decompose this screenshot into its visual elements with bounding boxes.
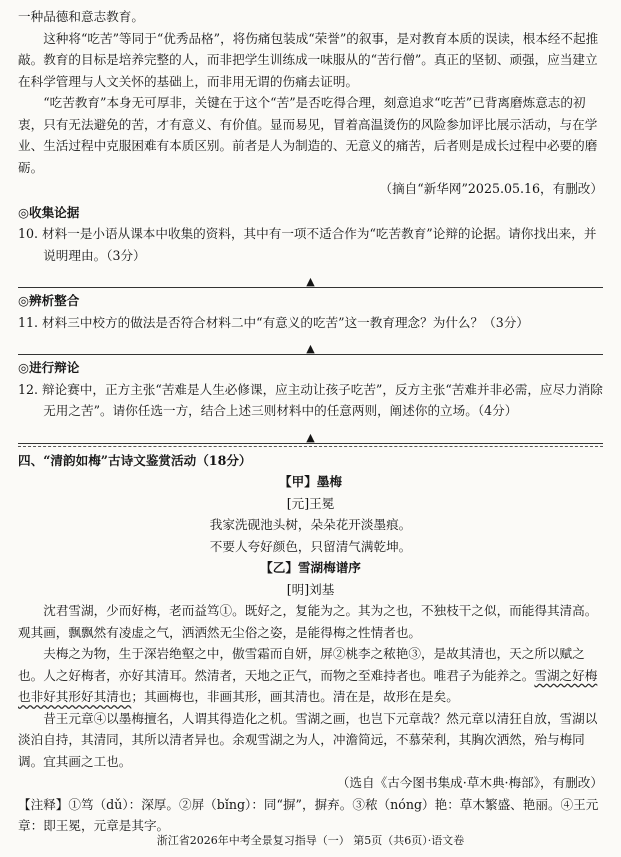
part4-heading: 四、“清韵如梅”古诗文鉴赏活动（18分） (18, 452, 252, 468)
answer-line-11[interactable] (18, 333, 603, 355)
prose-paragraph-3: 昔王元章④以墨梅擅名，人谓其得造化之机。雪湖之画，也岂下元章哉？然元章以清狂自放，雪湖以淡泊自持，其清同，其所以清者异也。余观雪湖之为人，冲澹简远，不慕荣利，其胸次洒然，殆与梅同调。宜其画之工也。 (18, 710, 598, 769)
section-debate: ◎进行辩论 (18, 360, 80, 375)
question-10: 10. 材料一是小语从课本中收集的资料，其中有一项不适合作为“吃苦教育”论辩的论据。请你找出来，并说明理由。（3分） (18, 226, 597, 263)
prose-paragraph-1: 沈君雪湖，少而好梅，老而益笃①。既好之，复能为之。其为之也，不独枝干之似，而能得其清高。观其画，飘飘然有凌虚之气，洒洒然无尘俗之姿，是能得梅之性情者也。 (18, 603, 598, 640)
answer-mark: ▲ (306, 275, 315, 288)
poem-line-1: 我家洗砚池头树，朵朵花开淡墨痕。 (209, 517, 412, 532)
section-divider (18, 446, 603, 447)
prose-paragraph-2-part-c: ；其画梅也，非画其形，画其清也。清在是，故形在是矣。 (131, 689, 459, 704)
section-analyze: ◎辨析整合 (18, 293, 80, 308)
answer-mark: ▲ (306, 430, 315, 444)
page-footer: 浙江省2026年中考全景复习指导（一） 第5页（共6页）·语文卷 (156, 833, 465, 847)
section-collect: ◎收集论据 (18, 204, 80, 220)
prose-title: 【乙】雪湖梅谱序 (260, 560, 361, 575)
wavy-underlined-sentence: 雪湖之好梅也非好其形好其清也 (18, 667, 598, 704)
prose-source: （选自《古今图书集成·草木典·梅部》，有删改） (336, 775, 603, 790)
prose-author: [明]刘基 (286, 581, 335, 597)
prose-paragraph-2 (18, 643, 603, 708)
answer-line-12[interactable] (18, 422, 603, 444)
annotations: 【注释】①笃（dǔ）：深厚。②屏（bǐng）：同“摒”，摒弃。③秾（nóng）艳：草木繁盛、艳丽。④王元章：即王冕，元章是其字。 (18, 796, 599, 833)
answer-line-10[interactable] (18, 266, 603, 288)
intro-paragraph-1: 这种将“吃苦”等同于“优秀品格”，将伤痛包装成“荣誉”的叙事，是对教育本质的误读，根本经不起推敲。教育的目标是培养完整的人，而非把学生训练成一味服从的“苦行僧”。真正的坚韧、顽强，应当建立在科学管理与人文关怀的基础上，而非用无谓的伤痛去证明。 (18, 30, 599, 89)
intro-source: （摘自“新华网”2025.05.16，有删改） (379, 181, 603, 196)
prose-paragraph-2-part-a: 夫梅之为物，生于深岩绝壑之中，傲雪霜而自妍，屏②桃李之秾艳③，是故其清也，天之所以赋之也。人之好梅者，亦好其清耳。然清者，天地之正气，而物之至难持者也。唯君子为能养之。 (18, 646, 585, 683)
intro-paragraph-2: “吃苦教育”本身无可厚非，关键在于这个“苦”是否吃得合理，刻意追求“吃苦”已背离磨炼意志的初衷，只有无法避免的苦，才有意义、有价值。显而易见，冒着高温烫伤的风险参加评比展示活动，与在学业、生活过程中克服困难有本质区别。前者是人为制造的、无意义的痛苦，后者则是成长过程中必要的磨砺。 (18, 95, 598, 175)
intro-line: 一种品德和意志教育。 (18, 9, 144, 24)
question-12: 12. 辩论赛中，正方主张“苦难是人生必修课，应主动让孩子吃苦”，反方主张“苦难并非必需，应尽力消除无用之苦”。请你任选一方，结合上述三则材料中的任意两则，阐述你的立场。（4分） (18, 381, 603, 418)
question-11: 11. 材料三中校方的做法是否符合材料二中“有意义的吃苦”这一教育理念？为什么？（3分） (18, 314, 529, 330)
poem-line-2: 不要人夸好颜色，只留清气满乾坤。 (209, 538, 412, 554)
poem-author: [元]王冕 (286, 495, 335, 511)
poem-title: 【甲】墨梅 (279, 474, 342, 489)
answer-mark: ▲ (306, 342, 315, 355)
